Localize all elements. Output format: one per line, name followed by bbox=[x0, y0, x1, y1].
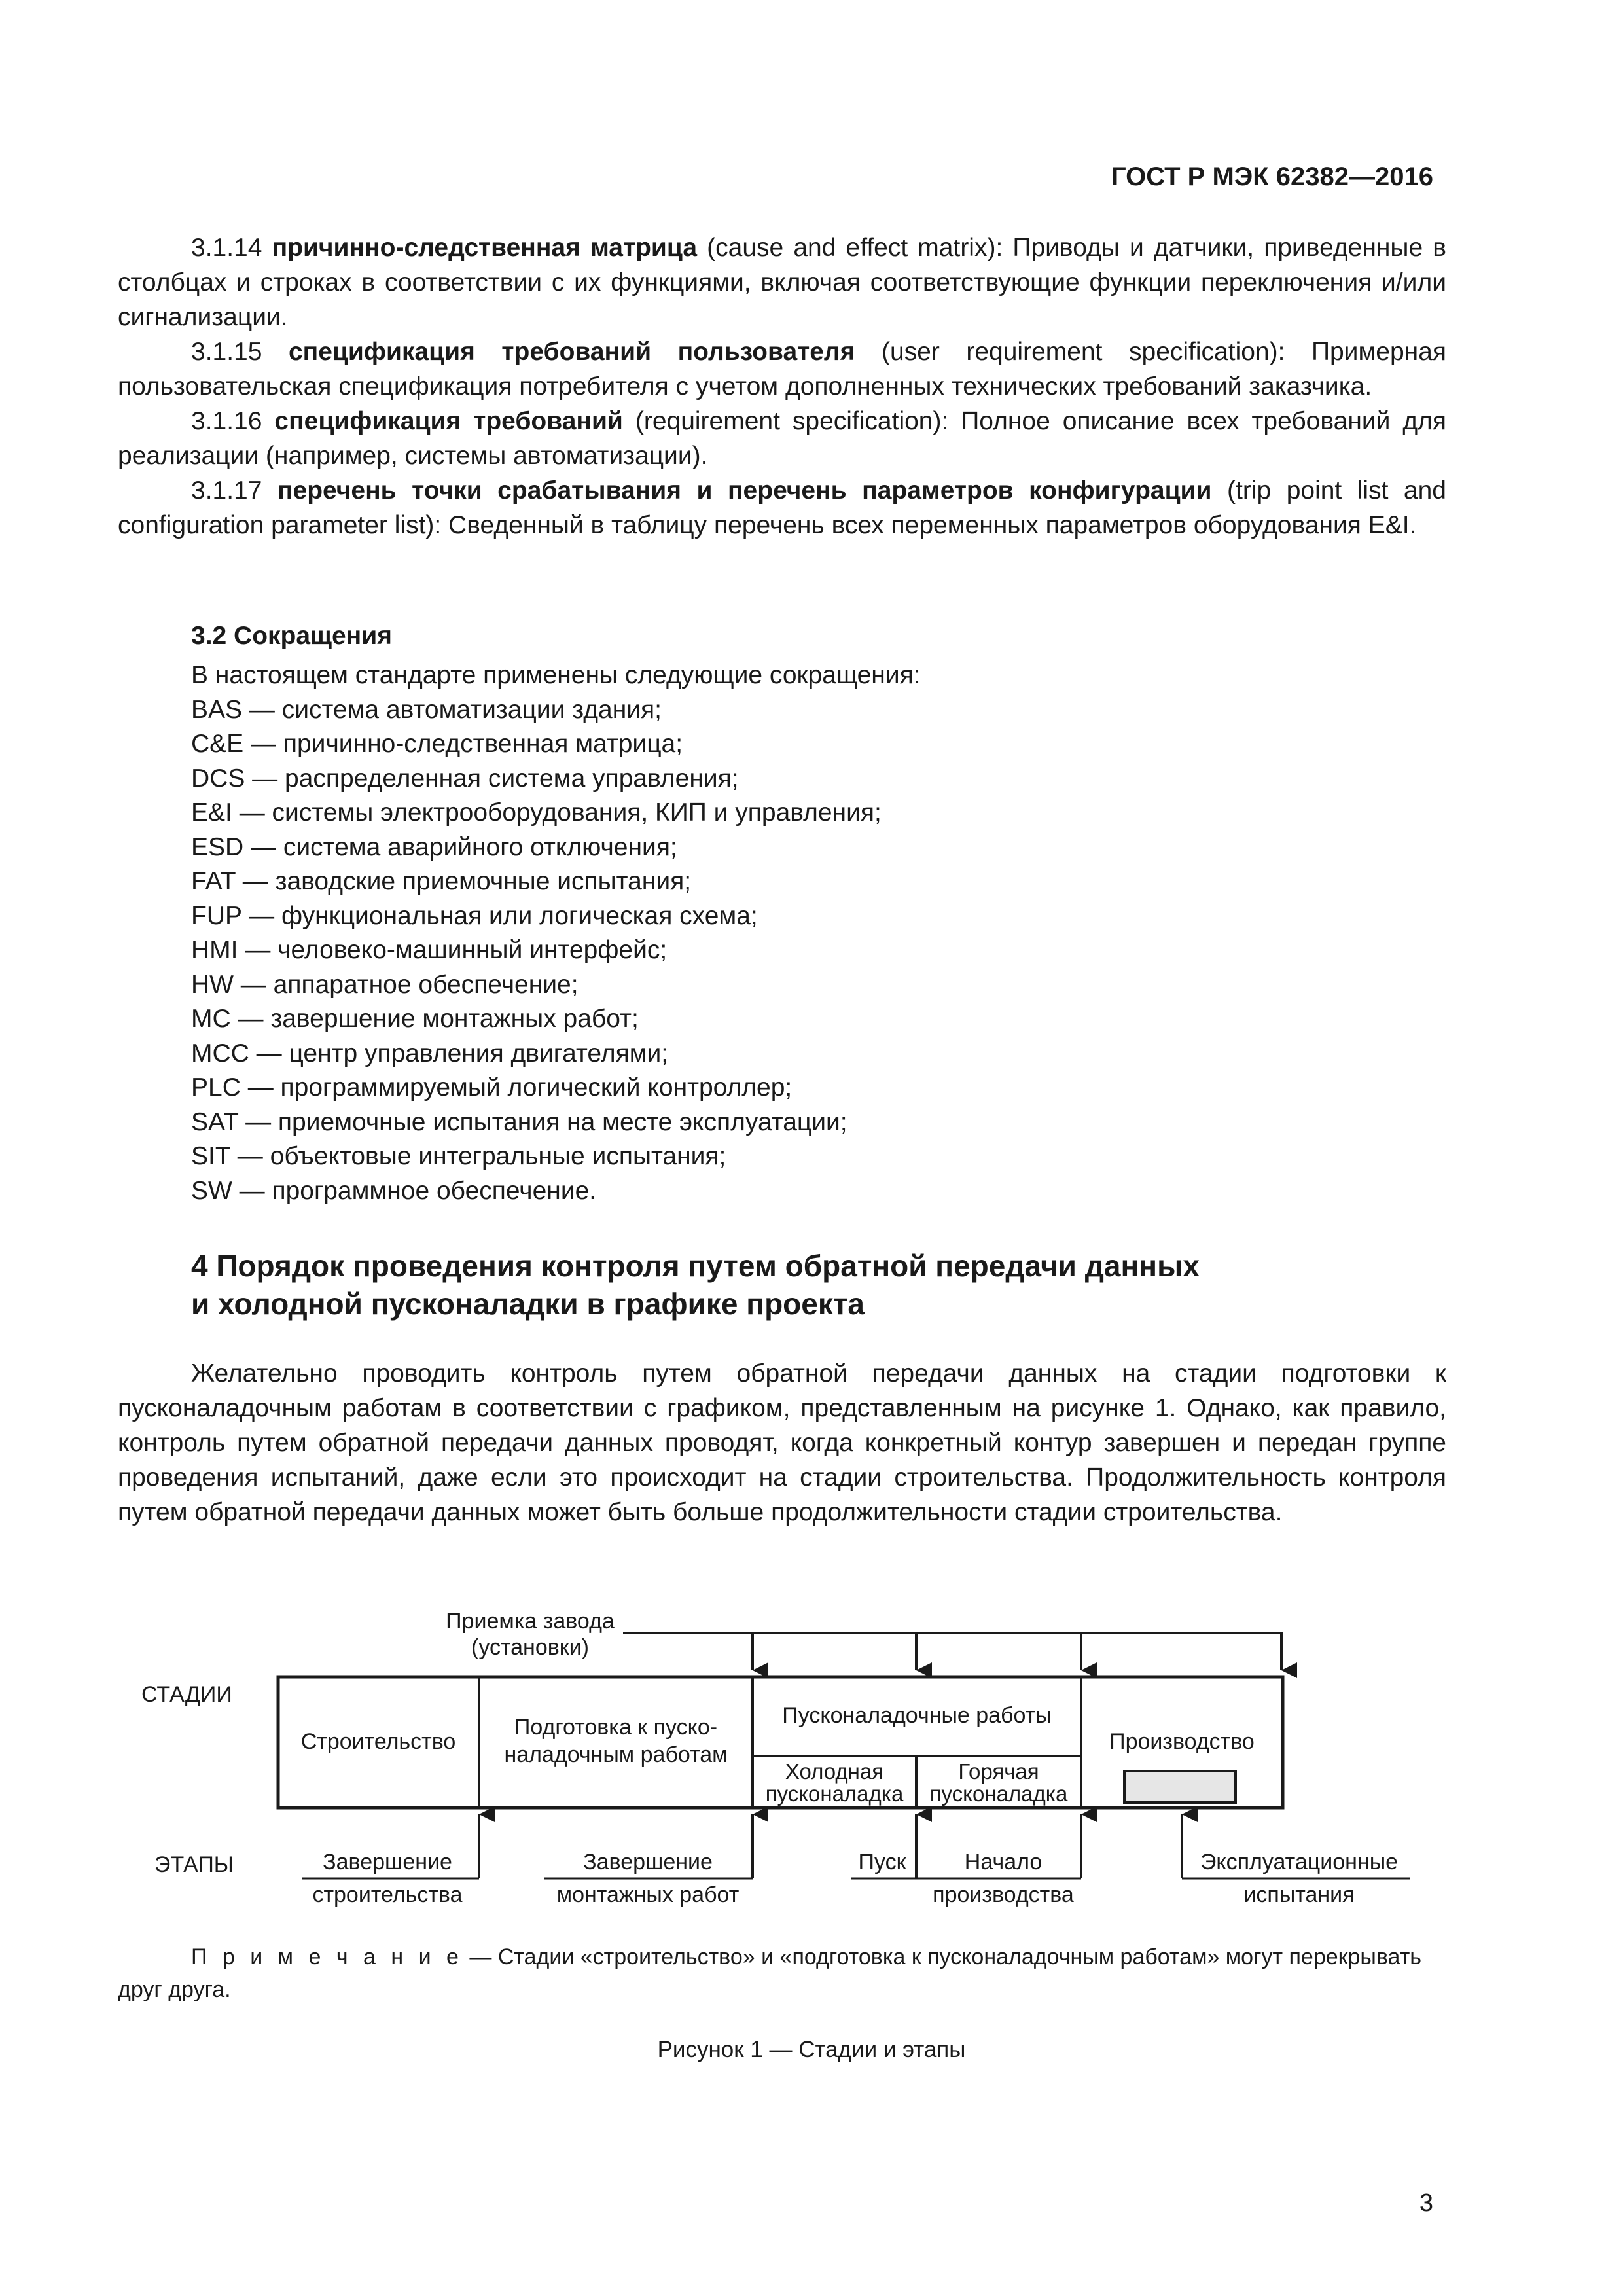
definition-term: спецификация требований bbox=[274, 407, 623, 435]
section-title-line: и холодной пусконаладки в графике проекта bbox=[191, 1287, 865, 1321]
note-text: — Стадии «строительство» и «подготовка к пусконаладочным работам» могут перекрывать друг друга. bbox=[118, 1945, 1421, 2002]
milestone-construction-complete: Завершение bbox=[323, 1850, 452, 1874]
milestone-operational-tests: испытания bbox=[1243, 1882, 1355, 1907]
milestone-production-start: производства bbox=[933, 1882, 1074, 1907]
stage-preparation: наладочным работам bbox=[504, 1742, 728, 1767]
definition-text: (trip point list and configuration parameter list): Сведенный в таблицу перечень всех переменных параметров оборудования E&I. bbox=[118, 476, 1447, 539]
definition-text: (cause and effect matrix): Приводы и датчики, приведенные в столбцах и строках в соответствии с их функциями, включая соответствующие функции переключения и/или сигнализации. bbox=[118, 234, 1446, 331]
acceptance-label: (установки) bbox=[471, 1635, 589, 1660]
stage-cold-commissioning: Холодная bbox=[785, 1759, 884, 1784]
definition-number: 3.1.17 bbox=[191, 476, 262, 505]
abbreviation-item: MC — завершение монтажных работ; bbox=[191, 1005, 639, 1033]
acceptance-label: Приемка завода bbox=[446, 1609, 615, 1634]
document-header: ГОСТ Р МЭК 62382—2016 bbox=[1111, 162, 1433, 191]
operational-tests-bar bbox=[1124, 1771, 1236, 1803]
abbreviations-intro: В настоящем стандарте применены следующие сокращения: bbox=[191, 661, 921, 689]
stage-cold-commissioning: пусконаладка bbox=[765, 1782, 904, 1806]
abbreviation-item: FUP — функциональная или логическая схема; bbox=[191, 901, 758, 930]
section-paragraph: Желательно проводить контроль путем обратной передачи данных на стадии подготовки к пусконаладочным работам в соответствии с графиком, представленным на рисунке 1. Однако, как правило, контроль путем обратной передачи данных проводят, когда конкретный контур завершен и передан группе проведения испытаний, даже если это происходит на стадии строительства. Продолжительность контроля путем обратной передачи данных может быть больше продолжительности стадии строительства. bbox=[118, 1359, 1446, 1526]
definition-term: причинно-следственная матрица bbox=[272, 234, 698, 262]
abbreviation-item: BAS — система автоматизации здания; bbox=[191, 695, 662, 724]
subsection-title: 3.2 Сокращения bbox=[191, 622, 392, 650]
definition-number: 3.1.15 bbox=[191, 338, 262, 366]
abbreviation-item: FAT — заводские приемочные испытания; bbox=[191, 867, 692, 895]
abbreviation-item: ESD — система аварийного отключения; bbox=[191, 833, 677, 861]
definition-term: спецификация требований пользователя bbox=[288, 338, 855, 366]
figure-note bbox=[118, 1941, 1446, 2006]
section-title-line: 4 Порядок проведения контроля путем обратной передачи данных bbox=[191, 1249, 1200, 1283]
abbreviation-item: PLC — программируемый логический контроллер; bbox=[191, 1073, 793, 1102]
milestone-operational-tests: Эксплуатационные bbox=[1200, 1850, 1399, 1874]
abbreviation-item: MCC — центр управления двигателями; bbox=[191, 1039, 669, 1067]
abbreviation-item: E&I — системы электрооборудования, КИП и управления; bbox=[191, 798, 882, 827]
abbreviation-item: SW — программное обеспечение. bbox=[191, 1176, 597, 1205]
milestones-label: ЭТАПЫ bbox=[154, 1852, 234, 1877]
abbreviation-item: SIT — объектовые интегральные испытания; bbox=[191, 1142, 726, 1170]
stages-label: СТАДИИ bbox=[141, 1682, 232, 1707]
abbreviation-item: DCS — распределенная система управления; bbox=[191, 764, 739, 793]
definition-number: 3.1.14 bbox=[191, 234, 262, 262]
definition-term: перечень точки срабатывания и перечень параметров конфигурации bbox=[277, 476, 1212, 505]
definition-text: (user requirement specification): Примерная пользовательская спецификация потребителя с учетом дополненных технических требований заказчика. bbox=[118, 338, 1447, 401]
abbreviation-item: SAT — приемочные испытания на месте эксплуатации; bbox=[191, 1107, 847, 1136]
stage-preparation: Подготовка к пуско- bbox=[514, 1715, 718, 1740]
milestone-assembly-complete: Завершение bbox=[583, 1850, 713, 1874]
note-label: П р и м е ч а н и е bbox=[191, 1945, 463, 1969]
page-number: 3 bbox=[1419, 2189, 1433, 2217]
abbreviation-item: HMI — человеко-машинный интерфейс; bbox=[191, 936, 668, 964]
abbreviation-item: HW — аппаратное обеспечение; bbox=[191, 970, 579, 999]
milestone-construction-complete: строительства bbox=[312, 1882, 463, 1907]
abbreviation-item: C&E — причинно-следственная матрица; bbox=[191, 730, 683, 758]
stage-production: Производство bbox=[1109, 1729, 1255, 1754]
definition-number: 3.1.16 bbox=[191, 407, 262, 435]
definition-text: (requirement specification): Полное описание всех требований для реализации (например, системы автоматизации). bbox=[118, 407, 1446, 470]
stage-hot-commissioning: Горячая bbox=[958, 1759, 1039, 1784]
stage-commissioning: Пусконаладочные работы bbox=[782, 1703, 1052, 1728]
milestone-start: Пуск bbox=[858, 1850, 906, 1874]
stage-construction: Строительство bbox=[300, 1729, 456, 1754]
stage-hot-commissioning: пусконаладка bbox=[929, 1782, 1068, 1806]
milestone-production-start: Начало bbox=[964, 1850, 1043, 1874]
figure-caption: Рисунок 1 — Стадии и этапы bbox=[657, 2037, 966, 2062]
milestone-assembly-complete: монтажных работ bbox=[556, 1882, 740, 1907]
